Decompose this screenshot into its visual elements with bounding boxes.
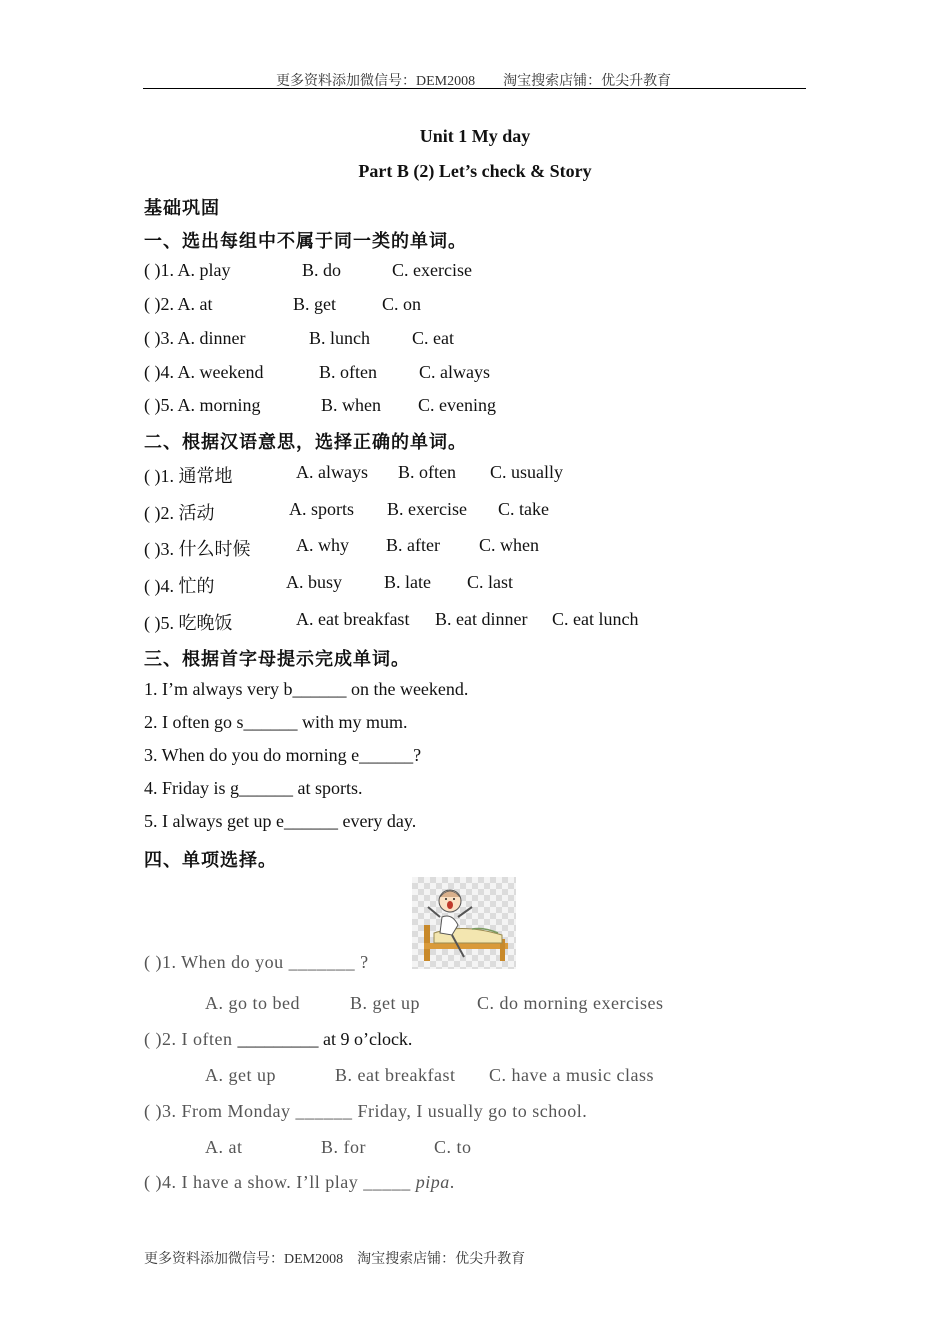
option-b: B. lunch bbox=[309, 328, 370, 348]
item-number-and-a: ( )5. A. morning bbox=[144, 395, 261, 415]
boy-in-bed-illustration bbox=[412, 877, 516, 969]
question-3-stem: ( )3. From Monday ______ Friday, I usually go to school. bbox=[144, 1101, 588, 1121]
question-4-stem bbox=[144, 1172, 455, 1193]
option-c: C. usually bbox=[490, 462, 564, 482]
option-b: B. late bbox=[384, 572, 431, 592]
option-b: B. do bbox=[302, 260, 342, 280]
question-4-italic-word: pipa bbox=[415, 1172, 450, 1192]
question-2-rest: _________ at 9 o’clock. bbox=[237, 1029, 413, 1049]
boy-in-bed-icon bbox=[412, 877, 516, 969]
option-b: B. for bbox=[321, 1137, 366, 1157]
item-number-and-a: ( )4. A. weekend bbox=[144, 362, 264, 382]
item-number-and-a: ( )2. A. at bbox=[144, 294, 213, 314]
option-a: A. always bbox=[296, 462, 368, 482]
fill-in-sentence: 4. Friday is g______ at sports. bbox=[144, 778, 363, 798]
section2-heading: 二、根据汉语意思，选择正确的单词。 bbox=[144, 432, 467, 453]
option-b: B. get up bbox=[350, 993, 420, 1013]
option-c: C. eat bbox=[412, 328, 454, 348]
question-2-stem bbox=[144, 1029, 412, 1050]
page-header: 更多资料添加微信号：DEM2008 淘宝搜索店铺：优尖升教育 bbox=[276, 74, 672, 89]
fill-in-sentence: 2. I often go s______ with my mum. bbox=[144, 712, 408, 732]
option-c: C. last bbox=[467, 572, 514, 592]
question-1-stem: ( )1. When do you _______ ? bbox=[144, 952, 369, 972]
item-number-and-chinese: ( )4. 忙的 bbox=[144, 576, 215, 596]
page-subtitle: Part B (2) Let’s check & Story bbox=[358, 161, 592, 181]
option-c: C. exercise bbox=[392, 260, 472, 280]
option-b: B. exercise bbox=[387, 499, 467, 519]
option-c: C. to bbox=[434, 1137, 472, 1157]
option-a: A. busy bbox=[286, 572, 343, 592]
fill-in-sentence: 1. I’m always very b______ on the weekend. bbox=[144, 679, 469, 699]
option-b: B. eat dinner bbox=[435, 609, 528, 629]
option-a: A. go to bed bbox=[205, 993, 300, 1013]
option-c: C. when bbox=[479, 535, 539, 555]
option-c: C. eat lunch bbox=[552, 609, 639, 629]
option-c: C. have a music class bbox=[489, 1065, 654, 1085]
item-number-and-a: ( )3. A. dinner bbox=[144, 328, 246, 348]
item-number-and-a: ( )1. A. play bbox=[144, 260, 231, 280]
option-b: B. after bbox=[386, 535, 440, 555]
option-b: B. eat breakfast bbox=[335, 1065, 456, 1085]
item-number-and-chinese: ( )2. 活动 bbox=[144, 503, 215, 523]
basics-label: 基础巩固 bbox=[144, 198, 220, 219]
section1-heading: 一、选出每组中不属于同一类的单词。 bbox=[144, 231, 467, 252]
option-b: B. often bbox=[398, 462, 456, 482]
option-a: A. sports bbox=[289, 499, 355, 519]
fill-in-sentence: 5. I always get up e______ every day. bbox=[144, 811, 417, 831]
option-c: C. always bbox=[419, 362, 490, 382]
option-c: C. take bbox=[498, 499, 549, 519]
option-b: B. often bbox=[319, 362, 377, 382]
option-a: A. why bbox=[296, 535, 349, 555]
header-rule bbox=[143, 88, 806, 89]
item-number-and-chinese: ( )1. 通常地 bbox=[144, 466, 233, 486]
option-c: C. evening bbox=[418, 395, 496, 415]
option-a: A. get up bbox=[205, 1065, 276, 1085]
item-number-and-chinese: ( )5. 吃晚饭 bbox=[144, 613, 233, 633]
question-2-lead: ( )2. I often bbox=[144, 1029, 238, 1049]
section4-heading: 四、单项选择。 bbox=[144, 850, 277, 871]
option-a: A. at bbox=[205, 1137, 243, 1157]
option-a: A. eat breakfast bbox=[296, 609, 410, 629]
option-b: B. get bbox=[293, 294, 336, 314]
question-4-end: . bbox=[449, 1172, 455, 1192]
option-b: B. when bbox=[321, 395, 381, 415]
question-4-lead: ( )4. I have a show. I’ll play _____ bbox=[144, 1172, 416, 1192]
section3-heading: 三、根据首字母提示完成单词。 bbox=[144, 649, 410, 670]
option-c: C. on bbox=[382, 294, 422, 314]
item-number-and-chinese: ( )3. 什么时候 bbox=[144, 539, 251, 559]
page-title: Unit 1 My day bbox=[419, 126, 531, 146]
fill-in-sentence: 3. When do you do morning e______? bbox=[144, 745, 422, 765]
page-footer: 更多资料添加微信号：DEM2008 淘宝搜索店铺：优尖升教育 bbox=[144, 1252, 526, 1267]
option-c: C. do morning exercises bbox=[477, 993, 664, 1013]
